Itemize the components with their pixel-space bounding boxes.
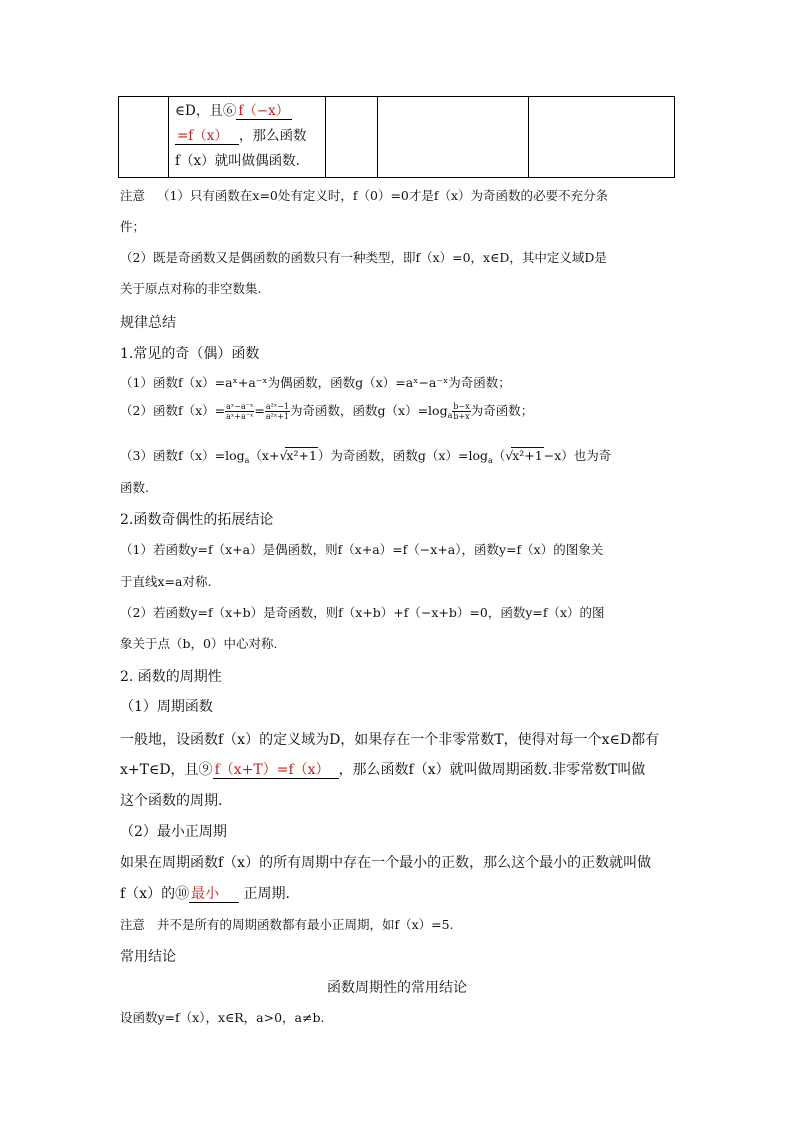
table-cell-empty-3 (378, 97, 529, 178)
fraction-2: $\frac{\text{a²ˣ−1}}{\text{a²ˣ+1}}$ (265, 402, 290, 421)
rules-heading: 规律总结 (120, 315, 176, 331)
note1-line1-cont: 件； (120, 219, 146, 234)
radical-2: x²+1 (512, 448, 543, 463)
item3: （3）函数$f(x)=\log_a(x+√x^2+1)$为奇函数，函数$g(x)=\log_a(√x^2+1-x)$也为奇 (120, 448, 612, 465)
note2: 注意 并不是所有的周期函数都有最小正周期，如f（x）=5. (120, 917, 454, 932)
definition-table (118, 96, 675, 178)
periodic-function-subheading: （1）周期函数 (120, 699, 213, 715)
item3-cont: 函数. (120, 480, 149, 495)
answer-blank-6b: =f（x） (175, 129, 239, 145)
note1-line1: 注意 （1）只有函数在x=0处有定义时，f（0）=0才是f（x）为奇函数的必要不充分条 (120, 188, 609, 203)
note1-line2: （2）既是奇函数又是偶函数的函数只有一种类型，即f（x）=0，x∈D，其中定义域D是 (120, 250, 607, 265)
extension-heading: 2.函数奇偶性的拓展结论 (120, 512, 274, 528)
answer-blank-9: f（x+T）=f（x） (213, 763, 339, 779)
center-title: 函数周期性的常用结论 (327, 980, 467, 996)
period-paragraph-line2: x+T∈D，且⑨ f（x+T）=f（x） ，那么函数f（x）就叫做周期函数.非零常数T叫做 (120, 762, 646, 778)
min-period-line2: f（x）的⑩ 最小 正周期. (120, 886, 290, 902)
ext2: （2）若函数y=f（x+b）是奇函数，则f（x+b）+f（−x+b）=0，函数y=f（x）的图 (120, 605, 605, 620)
period-paragraph-line3: 这个函数的周期. (120, 793, 223, 809)
table-line-1: ∈D，且⑥ f（−x） (175, 99, 325, 124)
min-period-subheading: （2）最小正周期 (120, 824, 227, 840)
note1-line2-cont: 关于原点对称的非空数集. (120, 281, 262, 296)
ext2-cont: 象关于点（b，0）中心对称. (120, 636, 278, 651)
period-paragraph-line1: 一般地，设函数f（x）的定义域为D，如果存在一个非零常数T，使得对每一个x∈D都有 (120, 732, 660, 748)
fraction-1: $\frac{\text{aˣ−a⁻ˣ}}{\text{aˣ+a⁻ˣ}}$ (226, 402, 254, 421)
radical-1: x²+1 (286, 448, 317, 463)
ext1: （1）若函数y=f（x+a）是偶函数，则f（x+a）=f（−x+a），函数y=f（x）的图象关 (120, 542, 604, 557)
common-results-heading: 常用结论 (120, 949, 176, 965)
table-line-2: =f（x） ，那么函数 (177, 128, 307, 144)
common-functions-heading: 1.常见的奇（偶）函数 (120, 346, 260, 362)
table-cell-empty-4 (529, 97, 675, 178)
item1: （1）函数f（x）=aˣ+a⁻ˣ为偶函数，函数g（x）=aˣ−a⁻ˣ为奇函数； (120, 375, 511, 390)
fraction-3: $\frac{b-x}{b+x}$ (453, 402, 470, 421)
table-line-3: f（x）就叫做偶函数. (175, 153, 300, 169)
answer-blank-6a: f（−x） (236, 104, 292, 120)
item2: （2）函数f（x）= $\frac{\text{aˣ−a⁻ˣ}}{\text{aˣ+a⁻ˣ}}$ = $\frac{\text{a²ˣ−1}}{\text{a²ˣ+1}}$ 为奇函数，函数$g(x)=\log_a$ $\frac{b-x}{b+x}$ 为奇函数； (120, 402, 534, 421)
ext1-cont: 于直线x=a对称. (120, 574, 212, 589)
table-cell-empty-2 (326, 97, 378, 178)
table-cell-even-function (169, 97, 326, 178)
answer-blank-10: 最小 (189, 887, 239, 903)
periodicity-heading: 2. 函数的周期性 (120, 669, 222, 685)
last-line: 设函数y=f（x），x∈R，a>0，a≠b. (120, 1010, 325, 1025)
table-cell-empty-1 (119, 97, 169, 178)
min-period-line1: 如果在周期函数f（x）的所有周期中存在一个最小的正数，那么这个最小的正数就叫做 (120, 855, 652, 871)
